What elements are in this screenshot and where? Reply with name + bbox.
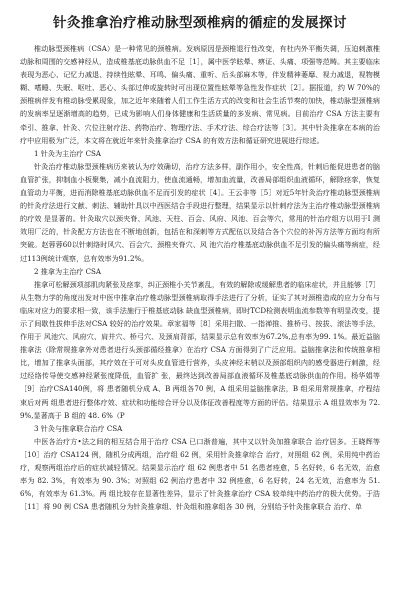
intro-section (20, 42, 380, 147)
section-heading: 3 针灸与推拿联合治疗 CSA (34, 423, 123, 433)
section-paragraph: 针灸治疗椎动脉型颈椎病历来被认为疗效确切，治疗方法多样，副作用小，安全性高，针刺后能促进患者的脑血管扩张，抑制血小板聚集，减小血流阻力，使血流通畅，增加血流量，改善局部组织血液循环，解除痉挛，恢复血管动力平衡，进而消除椎基底动脉供血不足而引发的症状［4］。王云非等［5］对近5年针灸治疗椎动脉型颈椎病的针灸疗法进行文献、刺法、辅助针具以中西医结合手段进行整理，结果显示以针刺疗法为主治疗椎动脉型颈椎病的疗效 是显著的。针灸取穴以颈夹脊、风池、天柱、百会、风府、风池、百会等穴，常用的针治疗组方以用于Ⅰ 测效用厂泛的，针灸配方方法也在不断地创新，包括在和深刺等方式配伍以及结合各个穴位的补泻方法等方面均有所突破。赵蓉蓉60以针刺络时风穴、百会穴、颈椎夹脊穴、风 池穴治疗椎基底动脉供血不足引发的偏头痛等病症，经过113例统计观察，总有效率为91.2%。 (20, 161, 380, 263)
section-massage (20, 265, 380, 422)
section-acupuncture (20, 147, 380, 265)
section-paragraph: 推拿可松解颈项部肌肉紧张及痉挛，纠正颈椎小关节紊乱，有效的解除或缓解患者的临床症状，并且能够［7］从生物力学的角度出发对中医中推拿治疗椎动脉型颈椎病取得手法进行了分析，证实了其对颈椎造成的应力分布与临床对应力的要求相一致，该手法施行于椎基底动脉 缺血型颈椎病，即时TCD检测表明血流参数等有明显改变，提示了间歇性拔伸手法对CSA 较好的治疗效果。章家福等［8］采用扫散、一指禅推、推桥弓、按拔、滚法等手法，作用于 风池穴、风府穴、肩井穴、桥弓穴、及颈肩背部，结果显示总有效率为67.2%,总有率为99. 1%。最近益脑推拿法（除常规推拿外对患者进行头颈部循经推拿）在治疗 CSA 方面得到了广泛应用。益脑推拿法和传统推拿相比，增加了推拿头面部，其疗效在于可对头皮血管进行营养，头皮神经末梢以及颈部组织内的感受器进行刺激，经过经络传导使交感神经紧张度降低，血管扩 张，最终达到改善局部血液循环及椎基底动脉供血的作用。杨华娟等［9］治疗CSA140例，将 患者随机分成 A、B 两组各70 例，A 组采用益脑推拿法，B 组采用常规推拿，疗程结束后对两 组患者进行整体疗效、症状和功能综合评分以及体征改善程度等方面的评估。结果显示 A 组显效率为 72. 9%,显著高于 B 组的 48. 6%（P (20, 279, 380, 420)
section-combined (20, 422, 380, 514)
section-heading: 2 推拿为主治疗 CSA (34, 266, 101, 276)
section-paragraph: 中医各治疗方•法之间的相互结合用于治疗 CSA 已口渐普遍，其中又以针灸加推拿联合 治疗居多。王晓辉等［10］治疗 CSA124 例，随机分成两组，治疗组 62 例，采用针灸推拿综合 治疗，对照组 62 例，采用纯中药治疗，观察两组治疗后的症状减轻情况。结果显示治疗 组 62 例患者中 51 名患者痊愈，5 名好转，6 名无效，治愈率为 82. 3%，有效率为 90. 3%；对照组 62 例治疗患者中 32 例痊愈，6 名好转，24 名无效，治愈率为 51. 6%，有效率为 61.3%。两 组比较存在显著性差异，显示了针灸推拿治疗 CSA 较单纯中药治疗的极大优势。于浩［11］将 90 例 CSA 患者随机分为针灸推拿组、针灸组和推拿组各 30 例，分别给予针灸推拿联合 治疗、单 (20, 436, 380, 512)
intro-paragraph: 椎动脉型颈椎病（CSA）是一种常见的颈椎病。发病原因是颈椎退行性改变，有杜内外平衡失调，压迫刺激椎动脉和周围的交感神经从，造成椎基底动脉供血不足［1］，属中医学眩晕、痹证、头痛、项强等范畴。其主要临床表现为恶心、记忆力减退、持续性眩晕、耳鸣、偏头痛、重听、后头部麻木等，伴发精神萎靡、视力减退，视物模糊、嗜睡、失眠、呕吐、恶心、头部过伸或旋转时可出现位置性眩晕等急性发作症状［2］。据报道，约 W 70%的颈椎病伴发有椎动脉受累现象，加之近年来随着人们工作生活方式的改变和社会生活节奏的加快，椎动脉型颈椎病的发病率呈逐渐增高的趋势，已成为影响人们身体健康和生活质量的多发病、常见病。目前治疗 CSA 方法主要有牵引、推拿、针灸、穴位注射疗法、药物治疗、物理疗法、手术疗法、综合疗法等［3］。其中针灸推拿在本病的治疗中应用极为广泛，本文将在就近年来针灸推拿治疗 CSA 的有效方法和循证研究进展进行综述。 (20, 44, 380, 145)
document-title: 针灸推拿治疗椎动脉型颈椎病的循症的发展探讨 (53, 15, 347, 31)
section-heading: 1 针灸为主治疗 CSA (34, 148, 101, 158)
